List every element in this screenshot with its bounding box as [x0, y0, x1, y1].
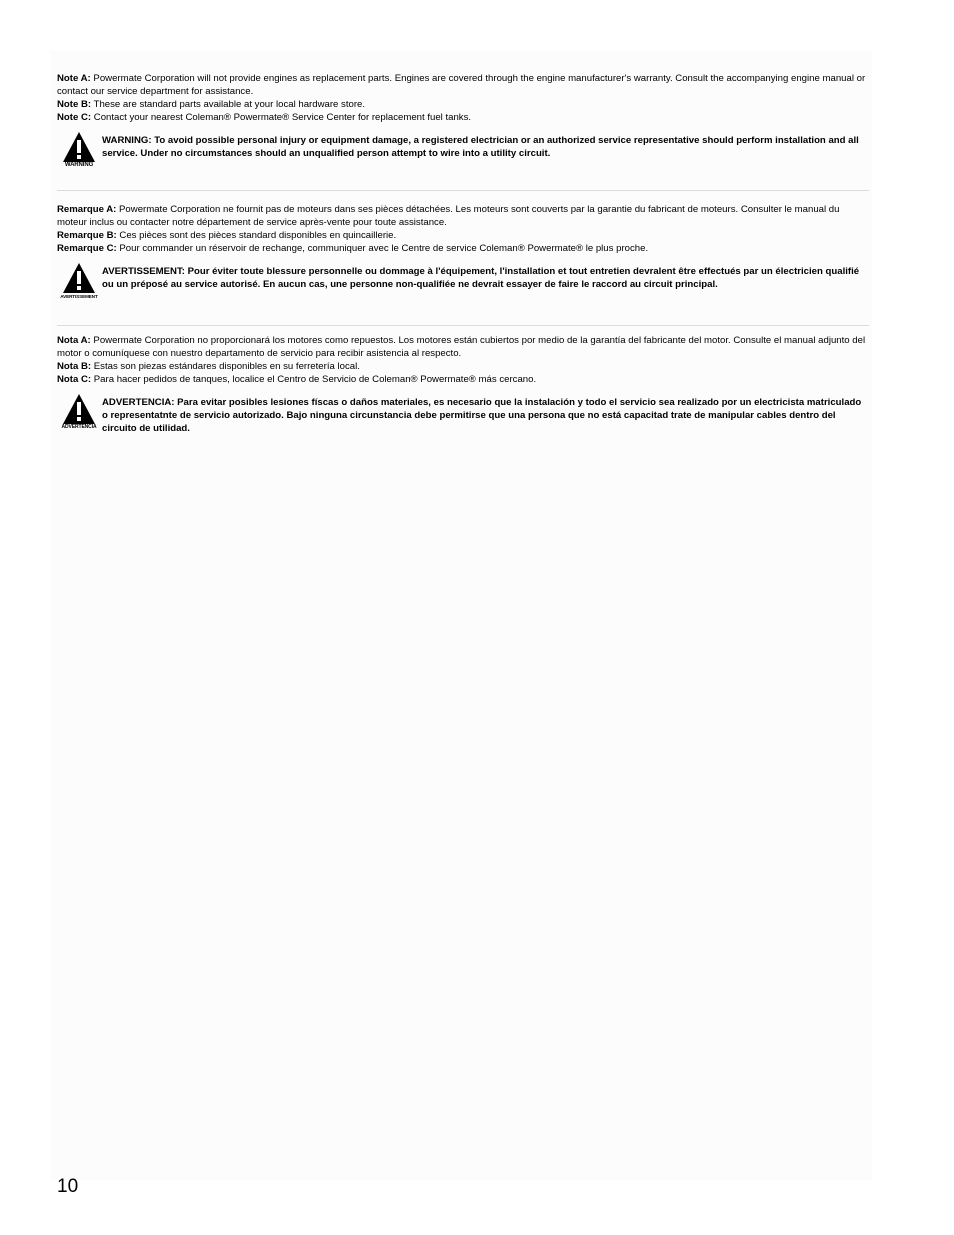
note-text: These are standard parts available at your local hardware store.: [91, 99, 366, 110]
note-label: Remarque A:: [57, 204, 117, 215]
note-label: Nota A:: [57, 335, 91, 346]
remarque-c: [57, 242, 869, 255]
warning-text: AVERTISSEMENT: Pour éviter toute blessure personnelle ou dommage à l'équipement, l'installation et tout entretien devralent être effectués par un électricien qualifié ou un préposé au service autorisé. En aucun cas, une personne non-qualifiée ne devrait essayer de faire le raccord au circuit principal.: [102, 266, 860, 290]
english-notes-section: [57, 72, 869, 168]
note-label: Remarque C:: [57, 243, 117, 254]
nota-a: [57, 334, 869, 360]
nota-c: [57, 373, 869, 386]
note-a: [57, 72, 869, 98]
warning-text: WARNING: To avoid possible personal injury or equipment damage, a registered electrician or an authorized service representative should perform installation and all service. Under no circumstances should an unqualified person attempt to wire into a utility circuit.: [102, 135, 859, 159]
section-divider: [57, 190, 869, 191]
note-text: Estas son piezas estándares disponibles en su ferretería local.: [91, 361, 360, 372]
note-text: Pour commander un réservoir de rechange, communiquer avec le Centre de service Coleman® Powermate® le plus proche.: [116, 243, 649, 254]
note-c: [57, 111, 869, 124]
note-text: Para hacer pedidos de tanques, localice el Centro de Servicio de Coleman® Powermate® más cercano.: [91, 374, 537, 385]
warning-text: ADVERTENCIA: Para evitar posibles lesiones físcas o daños materiales, es necesario que la instalación y todo el servicio sea realizado por un electricista matriculado o representatnte de servicio autorizado. Bajo ninguna circunstancia debe permitirse que una persona que no está capacitad trate de manipular cables dentro del circuito de utilidad.: [102, 397, 862, 434]
french-notes-section: [57, 203, 869, 299]
note-label: Note A:: [57, 73, 91, 84]
note-text: Powermate Corporation ne fournit pas de moteurs dans ses pièces détachées. Les moteurs sont couverts par la garantie du fabricant de moteurs. Consulter le manual du moteur inclus ou contacter notre département de service après-vente pour toute assistance.: [57, 204, 840, 228]
note-text: Contact your nearest Coleman® Powermate® Service Center for replacement fuel tanks.: [91, 112, 472, 123]
advertencia-block: [57, 396, 869, 435]
note-label: Remarque B:: [57, 230, 117, 241]
note-label: Nota C:: [57, 374, 92, 385]
spanish-notes-section: [57, 334, 869, 435]
warning-icon-caption: ADVERTENCIA: [61, 424, 97, 430]
remarque-a: [57, 203, 869, 229]
warning-triangle-icon: [57, 393, 101, 433]
warning-icon-caption: WARNING: [64, 162, 94, 168]
note-b: [57, 98, 869, 111]
note-text: Powermate Corporation no proporcionará los motores como repuestos. Los motores están cubiertos por medio de la garantía del fabricante del motor. Consulte el manual adjunto del motor o comuníquese con nuestro departamento de servicio para recibir asistencia al respecto.: [57, 335, 866, 359]
remarque-b: [57, 229, 869, 242]
note-text: Powermate Corporation will not provide engines as replacement parts. Engines are covered through the engine manufacturer's warranty. Consult the accompanying engine manual or contact our service department for assistance.: [57, 73, 866, 97]
warning-triangle-icon: [57, 262, 101, 302]
avertissement-block: [57, 265, 869, 299]
page-number: 10: [57, 1176, 79, 1197]
warning-block: [57, 134, 869, 168]
warning-triangle-icon: [57, 131, 101, 171]
note-label: Note B:: [57, 99, 92, 110]
section-divider: [57, 325, 869, 326]
nota-b: [57, 360, 869, 373]
warning-icon-caption: AVERTISSEMENT: [60, 294, 98, 299]
note-label: Nota B:: [57, 361, 92, 372]
note-label: Note C:: [57, 112, 92, 123]
note-text: Ces pièces sont des pièces standard disponibles en quincaillerie.: [116, 230, 397, 241]
